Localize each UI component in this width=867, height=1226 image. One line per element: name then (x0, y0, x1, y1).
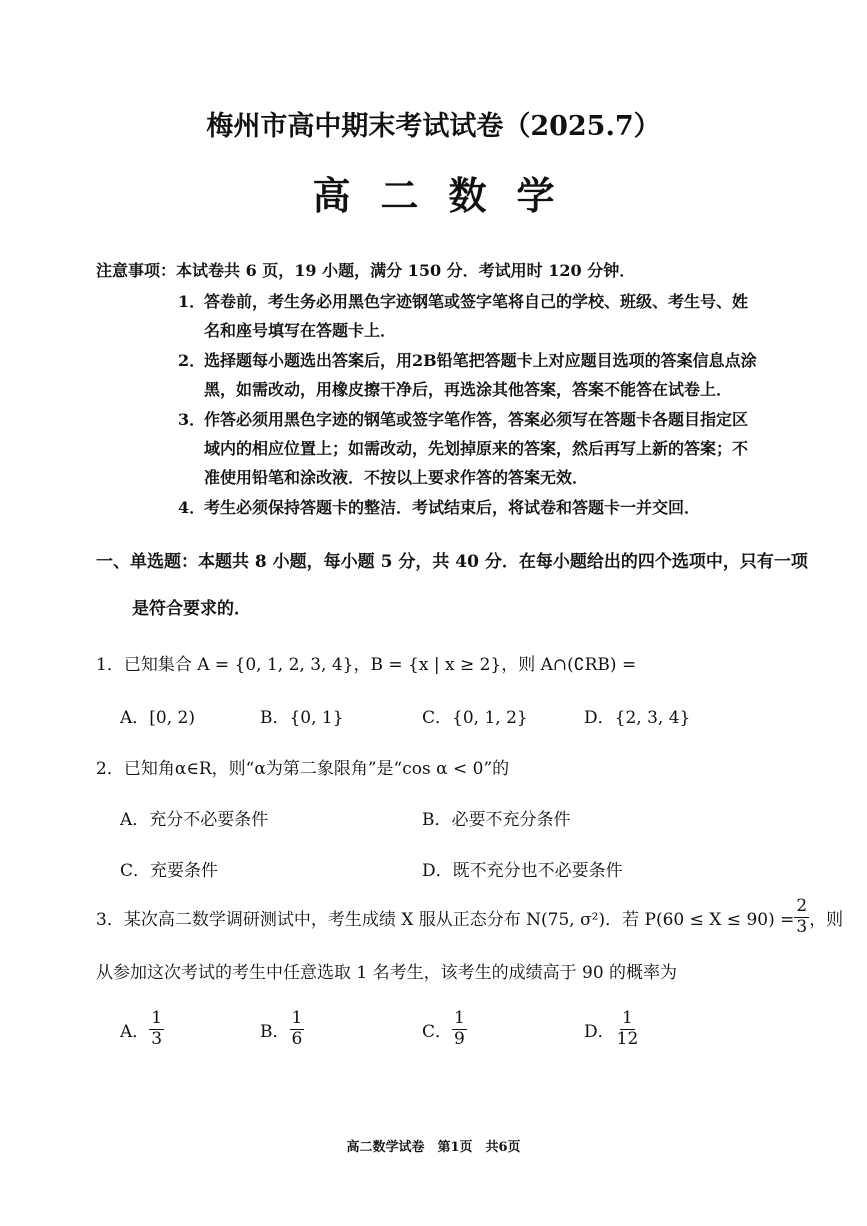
option-label: C． (422, 1021, 453, 1042)
question-1-option-b: B．{0, 1} (260, 708, 344, 728)
question-1-stem: 1．已知集合 A = {0, 1, 2, 3, 4}，B = {x | x ≥ 2}，则 A∩(∁RB) = (96, 655, 637, 675)
option-fraction (452, 1010, 467, 1049)
fraction-numerator: 1 (291, 1008, 303, 1028)
question-1-option-c: C．{0, 1, 2} (422, 708, 528, 728)
notice-item-line: 准使用铅笔和涂改液．不按以上要求作答的答案无效． (204, 468, 589, 487)
question-3-line2: 从参加这次考试的考生中任意选取 1 名考生，该考生的成绩高于 90 的概率为 (96, 963, 678, 983)
subject-title: 高二数学 (312, 173, 585, 218)
notice-item-line: 作答必须用黑色字迹的钢笔或签字笔作答，答案必须写在答题卡各题目指定区 (204, 410, 749, 429)
question-2-option-a: A．充分不必要条件 (120, 810, 269, 830)
notice-intro: 注意事项：本试卷共 6 页，19 小题，满分 150 分．考试用时 120 分钟． (96, 261, 636, 280)
option-fraction (290, 1010, 305, 1049)
question-2-option-b: B．必要不充分条件 (422, 810, 571, 830)
option-label: A． (120, 1021, 150, 1042)
section-heading-line2: 是符合要求的． (132, 599, 251, 619)
fraction-denominator: 6 (291, 1028, 303, 1049)
notice-item-line: 考生必须保持答题卡的整洁．考试结束后，将试卷和答题卡一并交回． (204, 498, 701, 517)
question-3-option-c (422, 1010, 467, 1049)
notice-item-line: 域内的相应位置上；如需改动，先划掉原来的答案，然后再写上新的答案；不 (204, 439, 749, 458)
fraction-numerator: 1 (151, 1008, 163, 1028)
fraction-numerator: 2 (796, 896, 808, 916)
fraction-denominator: 3 (796, 916, 808, 937)
notice-item-number: 4． (178, 498, 206, 517)
option-label: B． (260, 1021, 290, 1042)
question-3-stem-tail: ，则 (809, 909, 844, 930)
question-3-option-b (260, 1010, 304, 1049)
question-3-fraction (794, 898, 809, 937)
question-1-option-d: D．{2, 3, 4} (584, 708, 691, 728)
fraction-denominator: 9 (454, 1028, 465, 1049)
notice-item-number: 3． (178, 410, 206, 429)
notice-item-line: 名和座号填写在答题卡上． (204, 321, 397, 340)
question-2-option-d: D．既不充分也不必要条件 (422, 861, 623, 881)
question-3-option-d (584, 1010, 640, 1049)
notice-item-line: 选择题每小题选出答案后，用2B铅笔把答题卡上对应题目选项的答案信息点涂 (204, 351, 757, 370)
question-3-stem (96, 898, 843, 937)
fraction-numerator: 1 (622, 1008, 633, 1028)
question-3-option-a (120, 1010, 164, 1049)
fraction-denominator: 3 (151, 1028, 163, 1049)
fraction-denominator: 12 (616, 1028, 639, 1049)
notice-item-number: 2． (178, 351, 206, 370)
question-2-option-c: C．充要条件 (120, 861, 219, 881)
notice-item-number: 1． (178, 292, 206, 311)
page-footer: 高二数学试卷 第1页 共6页 (346, 1140, 521, 1155)
option-fraction (615, 1010, 641, 1049)
notice-item-line: 黑，如需改动，用橡皮擦干净后，再选涂其他答案，答案不能答在试卷上． (204, 380, 733, 399)
question-2-stem: 2．已知角α∈R，则“α为第二象限角”是“cos α < 0”的 (96, 759, 510, 779)
fraction-numerator: 1 (454, 1008, 465, 1028)
question-1-option-a: A．[0, 2) (120, 708, 195, 728)
question-3-stem-text: 3．某次高二数学调研测试中，考生成绩 X 服从正态分布 N(75, σ²)．若 P(60 ≤ X ≤ 90) = (96, 909, 795, 930)
notice-item-line: 答卷前，考生务必用黑色字迹钢笔或签字笔将自己的学校、班级、考生号、姓 (204, 292, 749, 311)
option-fraction (149, 1010, 164, 1049)
section-heading: 一、单选题：本题共 8 小题，每小题 5 分，共 40 分．在每小题给出的四个选项中，只有一项 (96, 552, 808, 572)
option-label: D． (584, 1021, 615, 1042)
exam-title: 梅州市高中期末考试试卷（2025.7） (206, 111, 661, 142)
